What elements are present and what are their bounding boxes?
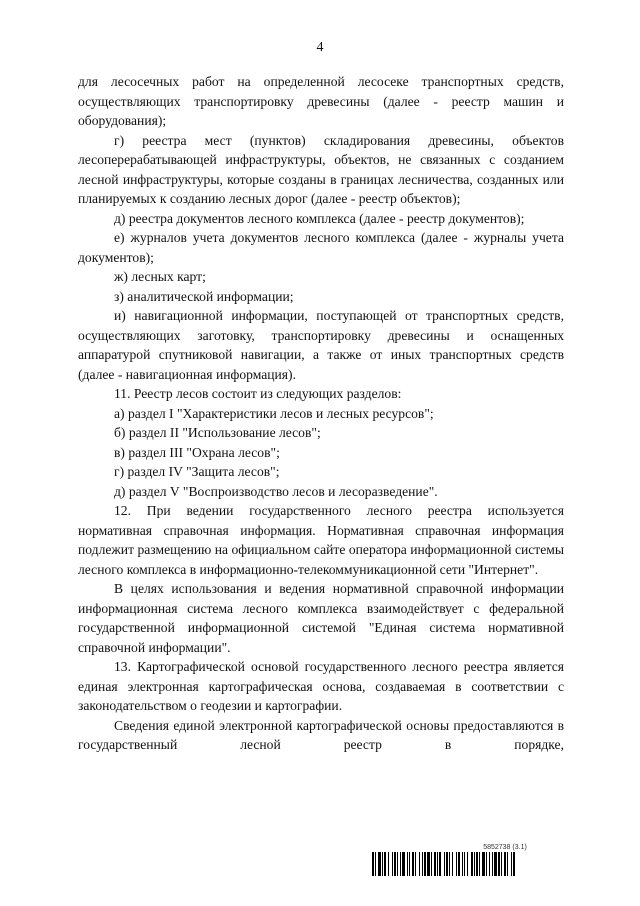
paragraph: для лесосечных работ на определенной лесосеке транспортных средств, осуществляющих транспортировку древесины (далее - реестр машин и оборудования);: [78, 74, 564, 128]
paragraph: Сведения единой электронной картографической основы предоставляются в государственный лесной реестр в порядке,: [78, 717, 564, 752]
page-number: 4: [316, 40, 324, 55]
paragraph: д) реестра документов лесного комплекса (далее - реестр документов);: [114, 210, 525, 226]
paragraph: 12. При ведении государственного лесного реестра используется нормативная справочная информация. Нормативная справочная информация подлежит размещению на официальном сайте оператора информационной системы лесного комплекса в информационно-телекоммуникационной сети "Интернет".: [78, 503, 564, 577]
barcode-icon: [372, 852, 564, 876]
paragraph: г) реестра мест (пунктов) складирования древесины, объектов лесоперерабатывающей инфраструктуры, объектов, не связанных с созданием лесной инфраструктуры, которые созданы в границах лесничества, созданных или планируемых к созданию лесных дорог (далее - реестр объектов);: [78, 132, 564, 206]
paragraph: г) раздел IV "Защита лесов";: [114, 464, 280, 479]
document-body: [78, 72, 564, 755]
paragraph: е) журналов учета документов лесного комплекса (далее - журналы учета документов);: [78, 230, 564, 265]
paragraph: а) раздел I "Характеристики лесов и лесных ресурсов";: [114, 405, 434, 421]
paragraph: ж) лесных карт;: [114, 269, 206, 284]
paragraph: б) раздел II "Использование лесов";: [114, 425, 321, 440]
paragraph: д) раздел V "Воспроизводство лесов и лесоразведение".: [114, 483, 438, 499]
paragraph: и) навигационной информации, поступающей от транспортных средств, осуществляющих заготовку, транспортировку древесины и оснащенных аппаратурой спутниковой навигации, а также от иных транспортных средств (далее - навигационная информация).: [78, 308, 564, 382]
paragraph: в) раздел III "Охрана лесов";: [114, 444, 280, 460]
paragraph: 13. Картографической основой государственного лесного реестра является единая электронная картографическая основа, создаваемая в соответствии с законодательством о геодезии и картографии.: [78, 659, 564, 713]
paragraph: 11. Реестр лесов состоит из следующих разделов:: [114, 386, 402, 401]
paragraph: В целях использования и ведения нормативной справочной информации информационная система лесного комплекса взаимодействует с федеральной государственной информационной системой "Единая система нормативной справочной информации".: [78, 581, 564, 655]
paragraph: з) аналитической информации;: [114, 288, 294, 304]
barcode-number: 5852738 (3.1): [483, 844, 527, 851]
